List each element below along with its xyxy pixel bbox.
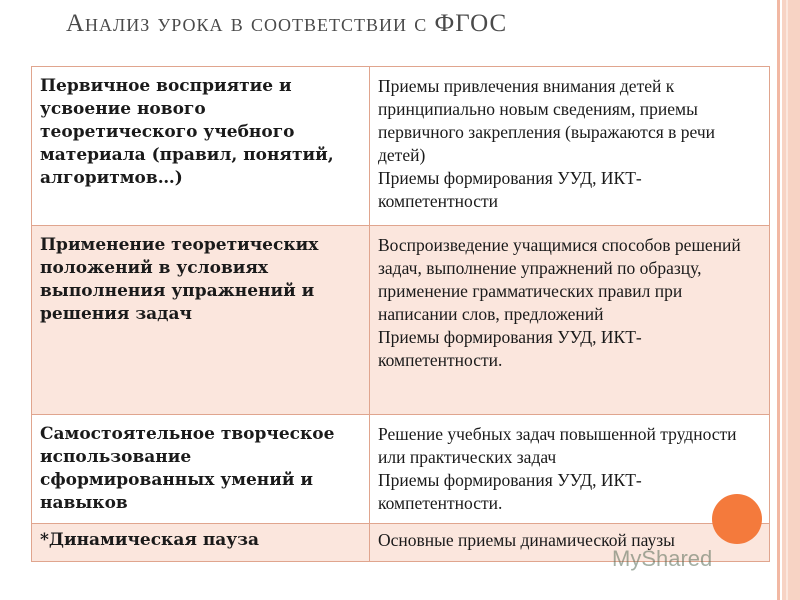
- decor-stripe-wide: [782, 0, 800, 600]
- table-row: [32, 415, 770, 524]
- table-row: [32, 226, 770, 415]
- row-stage-cell: Первичное восприятие и усвоение нового теоретического учебного материала (правил, понятий, алгоритмов…): [32, 67, 370, 226]
- methods-line: Приемы формирования УУД, ИКТ-компетентности: [378, 168, 642, 211]
- fgos-analysis-table: [31, 66, 770, 562]
- row-stage-cell: Самостоятельное творческое использование сформированных умений и навыков: [32, 415, 370, 524]
- row-stage-cell: *Динамическая пауза: [32, 524, 370, 562]
- watermark-logo: MyShared: [612, 546, 713, 571]
- slide-title: Анализ урока в соответствии с ФГОС: [66, 10, 508, 37]
- row-methods-cell: [370, 415, 770, 524]
- row-stage-cell: Применение теоретических положений в условиях выполнения упражнений и решения задач: [32, 226, 370, 415]
- row-methods-cell: [370, 226, 770, 415]
- methods-line: Приемы формирования УУД, ИКТ-компетентности.: [378, 470, 642, 513]
- methods-line: Приемы привлечения внимания детей к принципиально новым сведениям, приемы первичного закрепления (выражаются в речи детей): [378, 76, 716, 165]
- methods-line: Приемы формирования УУД, ИКТ-компетентности.: [378, 327, 642, 370]
- methods-line: Воспроизведение учащимися способов решений задач, выполнение упражнений по образцу, применение грамматических правил при написании слов, предложений: [378, 235, 741, 324]
- methods-line: Решение учебных задач повышенной трудности или практических задач: [378, 424, 737, 467]
- decor-stripe-light: [786, 0, 788, 600]
- decor-orange-circle: [712, 494, 762, 544]
- decor-stripe-thin: [777, 0, 780, 600]
- methods-line: Основные приемы динамической паузы: [378, 530, 675, 550]
- table-row: [32, 67, 770, 226]
- row-methods-cell: [370, 67, 770, 226]
